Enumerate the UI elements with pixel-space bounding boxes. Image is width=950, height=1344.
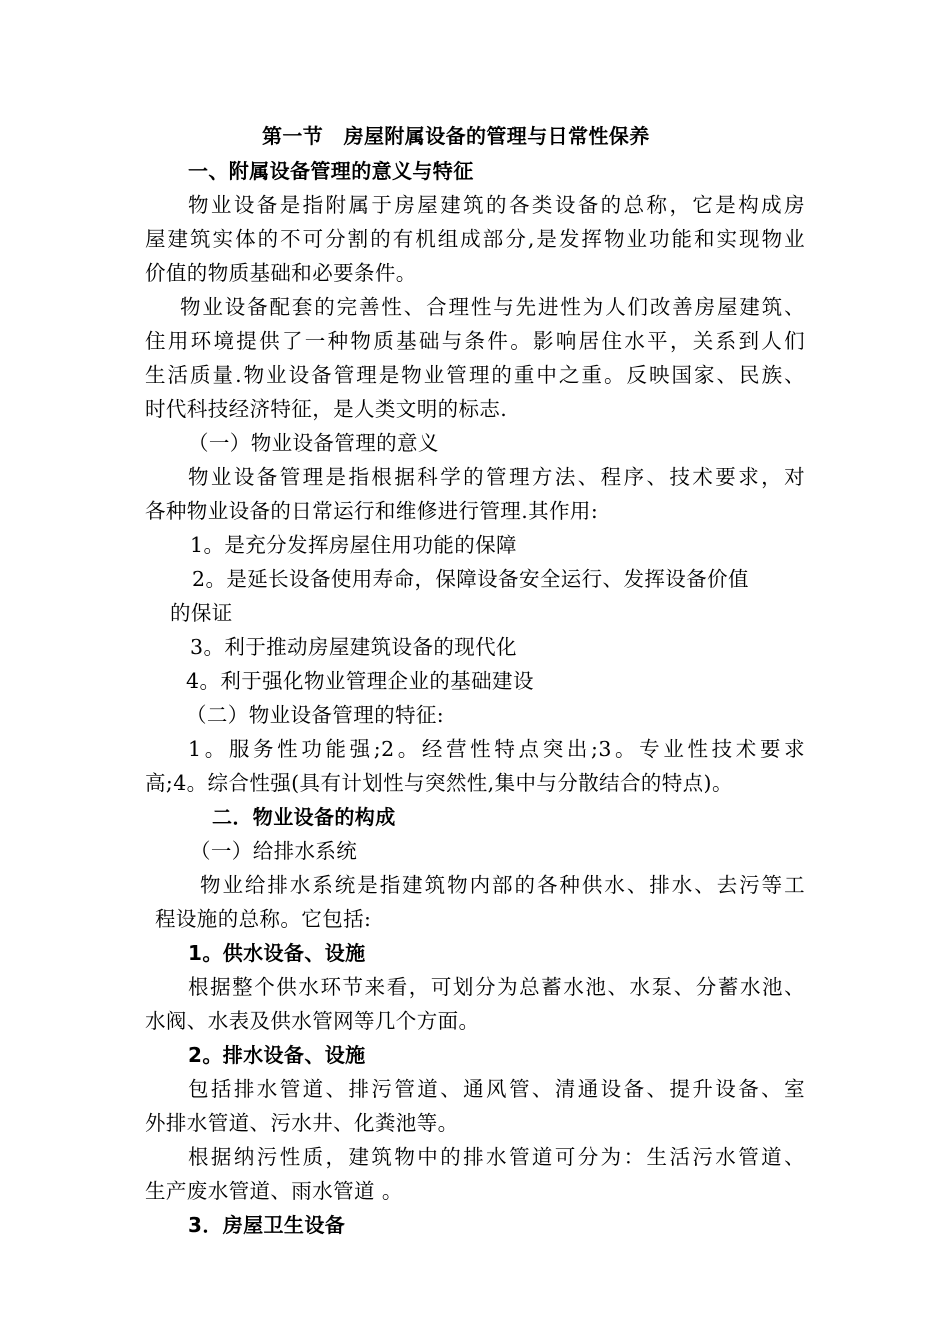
paragraph-line: 物业设备配套的完善性、合理性与先进性为人们改善房屋建筑、 xyxy=(180,295,805,319)
page-title: 第一节 房屋附属设备的管理与日常性保养 xyxy=(262,124,650,148)
paragraph-line: 屋建筑实体的不可分割的有机组成部分,是发挥物业功能和实现物业 xyxy=(145,227,805,251)
section-heading: 一、附属设备管理的意义与特征 xyxy=(188,159,474,183)
subsection-heading: （一）物业设备管理的意义 xyxy=(188,431,439,455)
subsection-heading: （一）给排水系统 xyxy=(190,839,358,863)
paragraph-line: 时代科技经济特征，是人类文明的标志. xyxy=(145,397,508,421)
paragraph-line: 生活质量.物业设备管理是物业管理的重中之重。反映国家、民族、 xyxy=(145,363,805,387)
section-heading: 二．物业设备的构成 xyxy=(212,805,396,829)
paragraph-line: 高;4。综合性强(具有计划性与突然性,集中与分散结合的特点)。 xyxy=(145,771,733,795)
paragraph-line: 各种物业设备的日常运行和维修进行管理.其作用: xyxy=(145,499,599,523)
item-heading: 3．房屋卫生设备 xyxy=(188,1213,346,1237)
paragraph-line: 物业给排水系统是指建筑物内部的各种供水、排水、去污等工 xyxy=(200,873,805,897)
paragraph-line: 根据整个供水环节来看，可划分为总蓄水池、水泵、分蓄水池、 xyxy=(188,975,805,999)
paragraph-line: 生产废水管道、雨水管道 。 xyxy=(145,1179,403,1203)
list-item: 3。利于推动房屋建筑设备的现代化 xyxy=(190,635,517,659)
paragraph-line: 价值的物质基础和必要条件。 xyxy=(145,261,417,285)
paragraph-line: 外排水管道、污水井、化粪池等。 xyxy=(145,1111,459,1135)
paragraph-line: 程设施的总称。它包括: xyxy=(155,907,372,931)
item-heading: 1。供水设备、设施 xyxy=(188,941,366,965)
paragraph-line: 根据纳污性质，建筑物中的排水管道可分为：生活污水管道、 xyxy=(188,1145,805,1169)
paragraph-line: 住用环境提供了一种物质基础与条件。影响居住水平，关系到人们 xyxy=(145,329,805,353)
list-item: 4。利于强化物业管理企业的基础建设 xyxy=(186,669,534,693)
paragraph-line: 物业设备管理是指根据科学的管理方法、程序、技术要求，对 xyxy=(188,465,805,489)
list-item: 1。是充分发挥房屋住用功能的保障 xyxy=(190,533,517,557)
paragraph-line: 1。服务性功能强;2。经营性特点突出;3。专业性技术要求 xyxy=(188,737,805,761)
subsection-heading: （二）物业设备管理的特征: xyxy=(186,703,445,727)
list-item: 2。是延长设备使用寿命，保障设备安全运行、发挥设备价值 xyxy=(192,567,749,591)
paragraph-line: 水阀、水表及供水管网等几个方面。 xyxy=(145,1009,480,1033)
paragraph-line: 包括排水管道、排污管道、通风管、清通设备、提升设备、室 xyxy=(188,1077,805,1101)
list-item: 的保证 xyxy=(170,601,233,625)
item-heading: 2。排水设备、设施 xyxy=(188,1043,366,1067)
paragraph-line: 物业设备是指附属于房屋建筑的各类设备的总称，它是构成房 xyxy=(188,193,805,217)
